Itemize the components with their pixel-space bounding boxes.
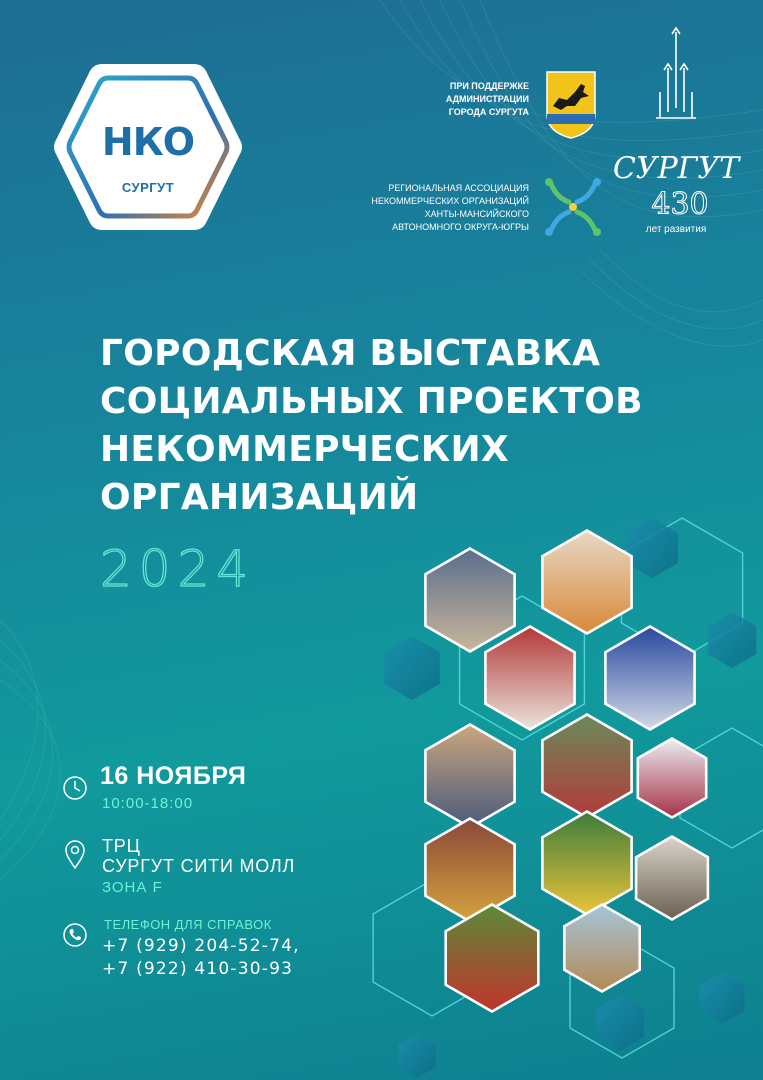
teal-hexagon	[700, 972, 745, 1024]
association-text	[329, 182, 529, 234]
support-line: ГОРОДА СУРГУТА	[448, 107, 529, 117]
association-line: АВТОНОМНОГО ОКРУГА-ЮГРЫ	[392, 222, 529, 232]
nko-logo-text: НКО	[101, 120, 195, 164]
event-place-line1: ТРЦ	[102, 836, 141, 856]
fox-coat-of-arms-icon	[545, 70, 597, 140]
association-line: ХАНТЫ-МАНСИЙСКОГО	[424, 209, 529, 219]
surgut-logo-subtitle: лет развития	[645, 224, 707, 235]
title-line: НЕКОММЕРЧЕСКИХ	[100, 429, 509, 470]
phone-number-2[interactable]: +7 (922) 410-30-93	[102, 959, 294, 979]
event-place-line3: ЗОНА F	[102, 879, 163, 896]
surgut-logo-name: СУРГУТ	[612, 151, 740, 186]
teal-hexagon	[398, 1034, 436, 1078]
event-time: 10:00-18:00	[102, 795, 194, 812]
teal-hexagon	[596, 995, 644, 1051]
clock-icon	[62, 775, 88, 801]
association-line: РЕГИОНАЛЬНАЯ АССОЦИАЦИЯ	[388, 183, 529, 193]
support-line: АДМИНИСТРАЦИИ	[445, 94, 529, 104]
phone-number-1[interactable]: +7 (929) 204-52-74,	[102, 936, 300, 956]
nko-logo	[50, 58, 246, 236]
association-line: НЕКОММЕРЧЕСКИХ ОРГАНИЗАЦИЙ	[371, 196, 529, 206]
title-year: 2024	[100, 540, 256, 598]
location-pin-icon	[64, 840, 86, 870]
surgut-430-logo	[612, 28, 740, 243]
hexagon-photo-collage	[372, 528, 763, 1080]
event-date: 16 НОЯБРЯ	[100, 762, 247, 790]
teal-hexagon	[626, 518, 678, 578]
surgut-logo-number: 430	[651, 187, 709, 222]
teal-hexagon	[708, 612, 756, 668]
phone-label: ТЕЛЕФОН ДЛЯ СПРАВОК	[104, 917, 272, 932]
phone-icon	[62, 922, 88, 948]
event-place-line2: СУРГУТ СИТИ МОЛЛ	[102, 856, 296, 876]
title-line: ГОРОДСКАЯ ВЫСТАВКА	[100, 333, 601, 374]
support-line: ПРИ ПОДДЕРЖКЕ	[449, 81, 529, 91]
association-people-icon	[543, 178, 603, 236]
support-text	[389, 80, 529, 119]
teal-hexagon	[384, 636, 439, 700]
title-line: ОРГАНИЗАЦИЙ	[100, 477, 419, 518]
nko-logo-subtitle: СУРГУТ	[121, 180, 175, 195]
page-title	[100, 330, 720, 522]
title-line: СОЦИАЛЬНЫХ ПРОЕКТОВ	[100, 381, 643, 422]
